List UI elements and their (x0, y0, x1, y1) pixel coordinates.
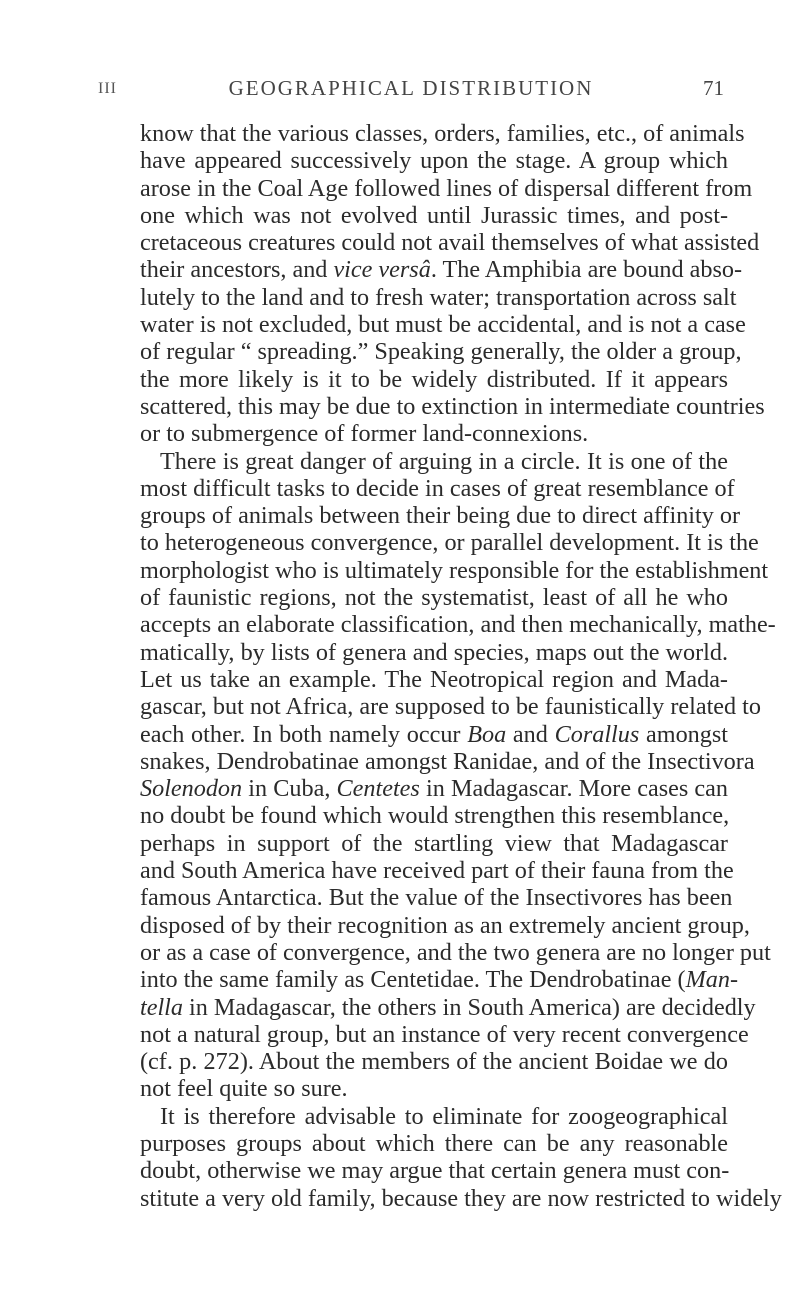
chapter-number: III (98, 80, 117, 97)
text-run: perhaps in support of the startling view that Madagascar (140, 829, 728, 857)
text-run: most difficult tasks to decide in cases of great resemblance of (140, 474, 735, 502)
italic-term: Solenodon (140, 775, 243, 803)
text-run: one which was not evolved until Jurassic times, and post- (140, 201, 728, 229)
text-line (140, 1184, 782, 1212)
text-line (140, 747, 755, 775)
text-line (140, 611, 776, 639)
text-line (140, 721, 728, 748)
text-run: It is therefore advisable to eliminate for zoogeographical (160, 1102, 728, 1130)
text-run: disposed of by their recognition as an extremely ancient group, (140, 911, 750, 939)
text-run: each other. In both namely occur (140, 720, 468, 748)
text-run: groups of animals between their being due to direct affinity or (140, 502, 741, 530)
text-line (140, 338, 742, 366)
text-line (140, 529, 759, 557)
text-line (140, 174, 753, 202)
text-run: Let us take an example. The Neotropical region and Mada- (140, 665, 728, 693)
text-run: of regular “ spreading.” Speaking generally, the older a group, (140, 338, 742, 366)
text-line (140, 1075, 728, 1102)
text-run: or to submergence of former land-connexions. (140, 420, 589, 448)
text-line (140, 884, 733, 912)
text-line (140, 911, 750, 939)
text-line (140, 1020, 749, 1048)
text-run: (cf. p. 272). About the members of the ancient Boidae we do (140, 1048, 728, 1076)
text-line (140, 1048, 728, 1075)
text-line (140, 775, 728, 802)
text-line (140, 1103, 728, 1130)
text-run: matically, by lists of genera and species, maps out the world. (140, 638, 728, 666)
text-line (140, 556, 769, 584)
text-run: into the same family as Centetidae. The Dendrobatinae ( (140, 966, 686, 994)
italic-term: Centetes (336, 775, 420, 803)
text-line (140, 666, 728, 693)
italic-term: vice versâ (333, 256, 431, 284)
text-line (140, 802, 728, 829)
text-line (140, 993, 756, 1021)
text-line (140, 283, 737, 311)
text-line (140, 693, 761, 721)
text-run: in Cuba, (242, 775, 337, 803)
text-line (140, 392, 765, 420)
text-run: amongst (639, 720, 728, 748)
text-run: arose in the Coal Age followed lines of dispersal different from (140, 174, 753, 202)
body-text (140, 120, 782, 1212)
italic-term: Corallus (554, 720, 640, 748)
text-run: in Madagascar. More cases can (419, 775, 728, 803)
text-line (140, 147, 728, 174)
text-line (140, 120, 745, 147)
text-line (140, 1130, 728, 1157)
text-line (140, 311, 746, 339)
text-run: purposes groups about which there can be any reasonable (140, 1129, 728, 1157)
text-run: and (506, 720, 555, 748)
text-line (140, 830, 728, 857)
text-run: to heterogeneous convergence, or parallel development. It is the (140, 529, 759, 557)
text-run: not a natural group, but an instance of very recent convergence (140, 1020, 749, 1048)
text-run: scattered, this may be due to extinction in intermediate countries (140, 392, 765, 420)
text-run: stitute a very old family, because they are now restricted to widely (140, 1184, 782, 1212)
text-run: snakes, Dendrobatinae amongst Ranidae, and of the Insectivora (140, 747, 755, 775)
text-line (140, 202, 728, 229)
text-run: morphologist who is ultimately responsible for the establishment (140, 556, 769, 584)
text-line (140, 966, 738, 994)
text-run: not feel quite so sure. (140, 1075, 348, 1103)
text-run: famous Antarctica. But the value of the Insectivores has been (140, 884, 733, 912)
running-title: GEOGRAPHICAL DISTRIBUTION (228, 76, 594, 100)
text-run: doubt, otherwise we may argue that certain genera must con- (140, 1157, 730, 1185)
text-line (140, 857, 734, 885)
running-head (98, 76, 724, 106)
text-line (140, 366, 728, 393)
text-line (140, 584, 728, 611)
text-run: of faunistic regions, not the systematist, least of all he who (140, 584, 728, 612)
text-run: and South America have received part of their fauna from the (140, 857, 734, 885)
italic-term: Man- (685, 966, 738, 994)
page-number: 71 (703, 76, 724, 100)
text-run: . The Amphibia are bound abso- (430, 256, 743, 284)
text-run: There is great danger of arguing in a circle. It is one of the (160, 447, 728, 475)
italic-term: tella (140, 993, 183, 1021)
text-line (140, 1157, 728, 1184)
text-run: accepts an elaborate classification, and then mechanically, mathe- (140, 611, 776, 639)
text-run: lutely to the land and to fresh water; transportation across salt (140, 283, 737, 311)
italic-term: Boa (467, 720, 507, 748)
text-line (140, 256, 743, 284)
text-run: the more likely is it to be widely distributed. If it appears (140, 365, 728, 393)
text-run: cretaceous creatures could not avail themselves of what assisted (140, 229, 760, 257)
text-run: have appeared successively upon the stage. A group which (140, 147, 728, 175)
text-line (140, 938, 771, 966)
text-line (140, 448, 728, 475)
text-line (140, 229, 760, 257)
text-line (140, 474, 735, 502)
text-run: gascar, but not Africa, are supposed to be faunistically related to (140, 693, 761, 721)
text-run: in Madagascar, the others in South America) are decidedly (183, 993, 756, 1021)
text-line (140, 502, 741, 530)
text-run: know that the various classes, orders, families, etc., of animals (140, 120, 745, 147)
text-run: or as a case of convergence, and the two genera are no longer put (140, 938, 771, 966)
text-run: water is not excluded, but must be accidental, and is not a case (140, 311, 746, 339)
text-line (140, 639, 728, 666)
text-run: their ancestors, and (140, 256, 334, 284)
text-line (140, 420, 728, 447)
text-run: no doubt be found which would strengthen this resemblance, (140, 802, 730, 830)
